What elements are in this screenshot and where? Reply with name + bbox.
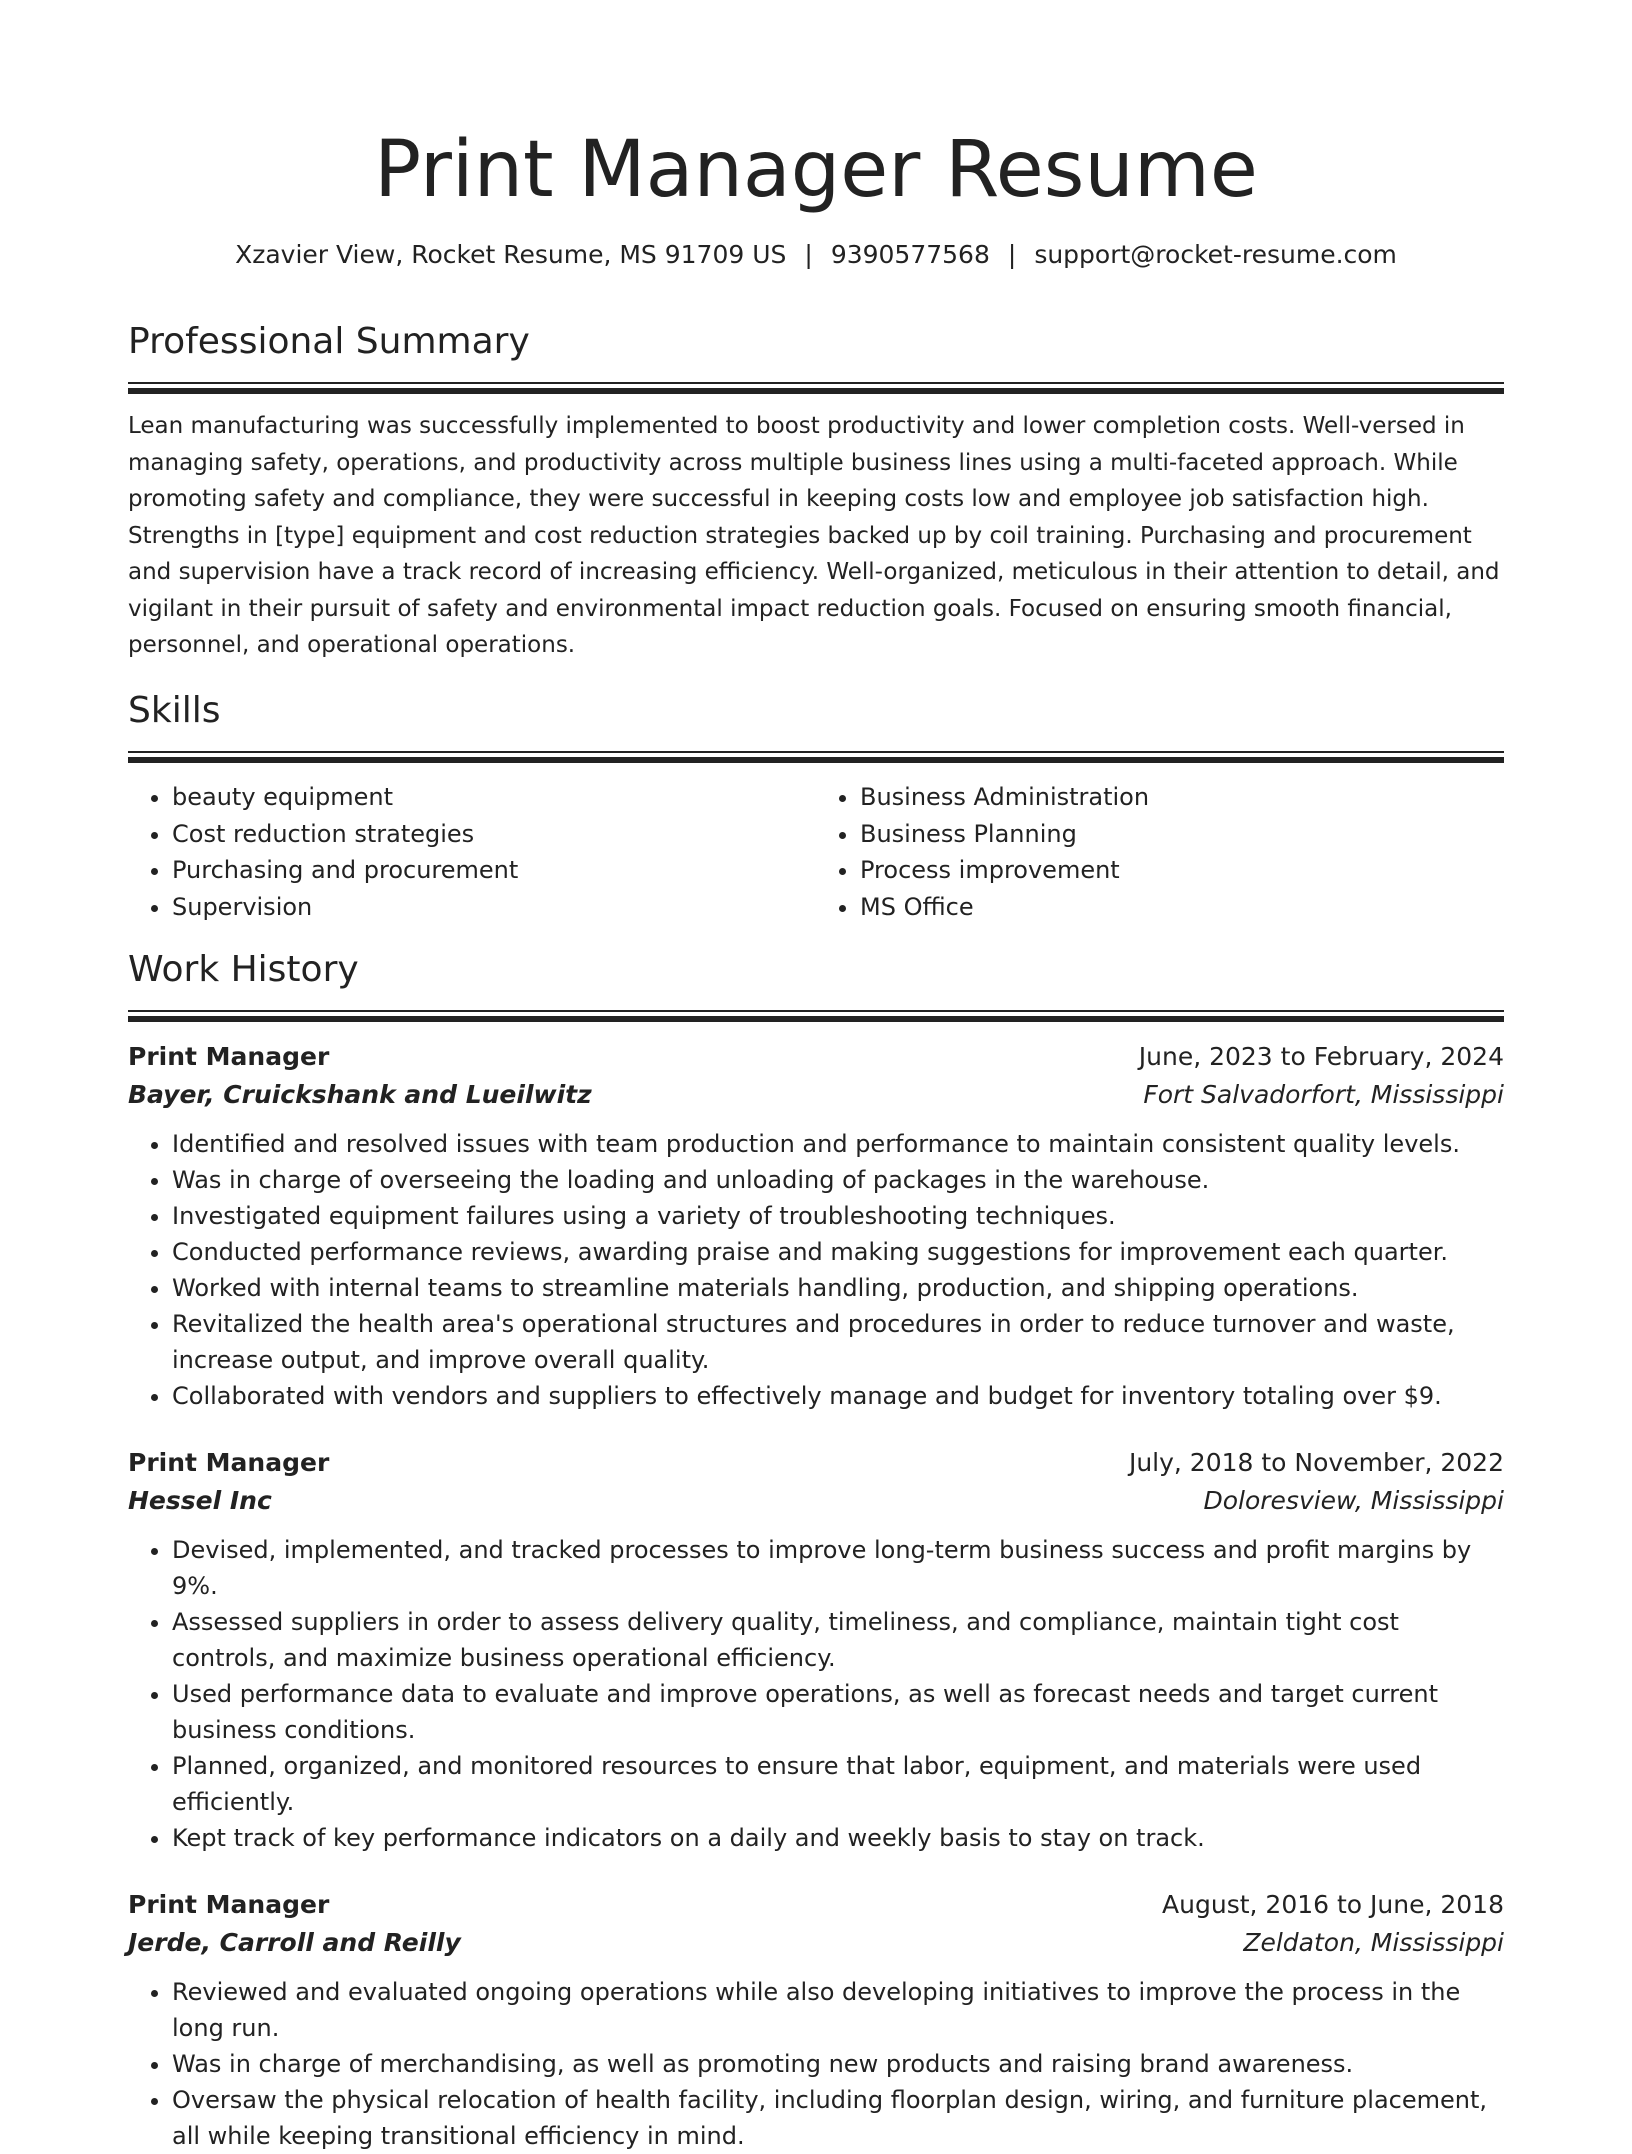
job-dates: July, 2018 to November, 2022	[1128, 1448, 1504, 1477]
job-bullet: • Revitalized the health area's operational structures and procedures in order to reduce turnover and waste, increase output, and improve overall quality.	[172, 1306, 1504, 1378]
skill-item: • Business Planning	[860, 816, 1504, 853]
job-location: Zeldaton, Mississippi	[1243, 1928, 1504, 1957]
skill-item: • MS Office	[860, 889, 1504, 926]
skills-list-left	[128, 779, 816, 925]
job-header	[128, 1038, 1504, 1076]
skill-item: • Supervision	[172, 889, 816, 926]
job-bullet: • Reviewed and evaluated ongoing operations while also developing initiatives to improve the process in the long run.	[172, 1974, 1504, 2046]
job-dates: June, 2023 to February, 2024	[1138, 1042, 1504, 1071]
section-rule	[128, 1010, 1504, 1012]
job-header	[128, 1886, 1504, 1924]
job-title: Print Manager	[128, 1042, 330, 1071]
job-subheader	[128, 1482, 1504, 1520]
job-bullet: • Identified and resolved issues with team production and performance to maintain consistent quality levels.	[172, 1126, 1504, 1162]
skills-section	[128, 687, 1504, 925]
job-dates: August, 2016 to June, 2018	[1162, 1890, 1504, 1919]
contact-phone: 9390577568	[830, 240, 990, 269]
section-rule	[128, 382, 1504, 384]
skills-heading: Skills	[128, 690, 221, 731]
job-title: Print Manager	[128, 1890, 330, 1919]
job-header	[128, 1444, 1504, 1482]
job-bullets	[128, 1126, 1504, 1414]
section-rule	[128, 751, 1504, 753]
skills-list-right	[816, 779, 1504, 925]
job-bullet: • Used performance data to evaluate and improve operations, as well as forecast needs and target current business conditions.	[172, 1676, 1504, 1748]
contact-separator: |	[804, 240, 813, 269]
job-bullet: • Conducted performance reviews, awarding praise and making suggestions for improvement each quarter.	[172, 1234, 1504, 1270]
job-bullet: • Collaborated with vendors and suppliers to effectively manage and budget for inventory totaling over $9.	[172, 1378, 1504, 1414]
job-subheader	[128, 1924, 1504, 1962]
summary-heading: Professional Summary	[128, 321, 530, 362]
job-bullet: • Oversaw the physical relocation of health facility, including floorplan design, wiring, and furniture placement, all while keeping transitional efficiency in mind.	[172, 2082, 1504, 2154]
skill-item: • Cost reduction strategies	[172, 816, 816, 853]
job-entry	[128, 1444, 1504, 1856]
section-rule-thick	[128, 1016, 1504, 1022]
job-bullet: • Was in charge of merchandising, as well as promoting new products and raising brand awareness.	[172, 2046, 1504, 2082]
job-bullet: • Worked with internal teams to streamline materials handling, production, and shipping operations.	[172, 1270, 1504, 1306]
skill-item: • beauty equipment	[172, 779, 816, 816]
job-company: Hessel Inc	[128, 1486, 272, 1515]
job-bullet: • Planned, organized, and monitored resources to ensure that labor, equipment, and materials were used efficiently.	[172, 1748, 1504, 1820]
skill-item: • Business Administration	[860, 779, 1504, 816]
job-bullet: • Kept track of key performance indicators on a daily and weekly basis to stay on track.	[172, 1820, 1504, 1856]
contact-separator: |	[1007, 240, 1017, 269]
job-bullet: • Was in charge of overseeing the loading and unloading of packages in the warehouse.	[172, 1162, 1504, 1198]
job-entry	[128, 1886, 1504, 2154]
job-company: Bayer, Cruickshank and Lueilwitz	[128, 1080, 592, 1109]
section-rule-thick	[128, 757, 1504, 763]
job-entry	[128, 1038, 1504, 1414]
job-location: Fort Salvadorfort, Mississippi	[1143, 1080, 1504, 1109]
summary-text: Lean manufacturing was successfully implemented to boost productivity and lower completion costs. Well-versed in managing safety, operations, and productivity across multiple business lines using a multi-faceted approach. While promoting safety and compliance, they were successful in keeping costs low and employee job satisfaction high. Strengths in [type] equipment and cost reduction strategies backed up by coil training. Purchasing and procurement and supervision have a track record of increasing efficiency. Well-organized, meticulous in their attention to detail, and vigilant in their pursuit of safety and environmental impact reduction goals. Focused on ensuring smooth financial, personnel, and operational operations.	[128, 413, 1500, 658]
contact-line	[128, 237, 1504, 273]
job-title: Print Manager	[128, 1448, 330, 1477]
work-heading: Work History	[128, 949, 359, 990]
work-section	[128, 946, 1504, 2154]
job-bullet: • Devised, implemented, and tracked processes to improve long-term business success and profit margins by 9%.	[172, 1532, 1504, 1604]
job-bullets	[128, 1974, 1504, 2154]
job-subheader	[128, 1076, 1504, 1114]
job-company: Jerde, Carroll and Reilly	[128, 1928, 461, 1957]
job-bullets	[128, 1532, 1504, 1856]
job-bullet: • Assessed suppliers in order to assess delivery quality, timeliness, and compliance, maintain tight cost controls, and maximize business operational efficiency.	[172, 1604, 1504, 1676]
resume-title: Print Manager Resume	[374, 125, 1258, 215]
job-location: Doloresview, Mississippi	[1203, 1486, 1504, 1515]
summary-section	[128, 318, 1504, 664]
contact-email: support@rocket-resume.com	[1034, 240, 1397, 269]
skills-grid	[128, 779, 1504, 925]
contact-address: Xzavier View, Rocket Resume, MS 91709 US	[235, 240, 787, 269]
job-bullet: • Investigated equipment failures using a variety of troubleshooting techniques.	[172, 1198, 1504, 1234]
section-rule-thick	[128, 388, 1504, 394]
skill-item: • Process improvement	[860, 852, 1504, 889]
skill-item: • Purchasing and procurement	[172, 852, 816, 889]
